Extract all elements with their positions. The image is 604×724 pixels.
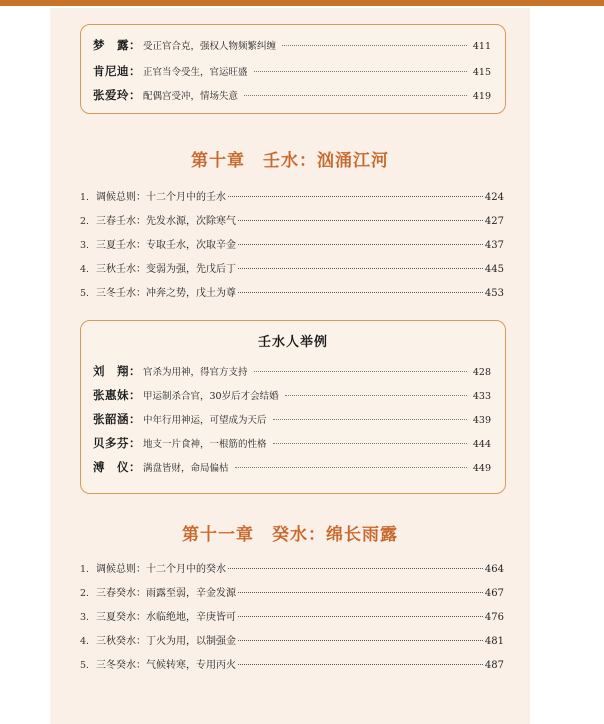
list-item: [93, 37, 491, 55]
page-number: 464: [484, 564, 504, 575]
dot-leader: [273, 443, 467, 444]
toc-item-title: 三夏癸水：水临绝地，辛庚皆可: [96, 612, 236, 623]
box-title: 壬水人举例: [257, 335, 328, 350]
toc-item[interactable]: [80, 236, 504, 254]
chapter-10-title: 第十章 壬水：汹涌江河: [191, 151, 389, 171]
example-box-renshui: [80, 320, 506, 494]
page-number: 437: [484, 240, 504, 251]
dot-leader: [238, 592, 483, 593]
page-number: 449: [472, 463, 491, 474]
toc-item-number: 3.: [80, 240, 90, 251]
person-name: 刘 翔：: [93, 364, 141, 378]
person-name: 张爱玲：: [93, 88, 141, 102]
toc-item-title: 三春癸水：雨露至弱，辛金发源: [96, 588, 236, 599]
person-name: 张惠妹：: [93, 388, 141, 402]
toc-item-title: 三冬壬水：冲奔之势，戊土为尊: [96, 288, 236, 299]
toc-item-title: 调候总则：十二个月中的壬水: [96, 192, 226, 203]
toc-item-number: 1.: [80, 564, 90, 575]
list-item: [93, 363, 491, 381]
page-number: 444: [472, 439, 491, 450]
dot-leader: [273, 419, 467, 420]
dot-leader: [238, 244, 483, 245]
page-number: 476: [484, 612, 504, 623]
toc-item[interactable]: [80, 632, 504, 650]
toc-item[interactable]: [80, 188, 504, 206]
toc-item[interactable]: [80, 656, 504, 674]
toc-item-number: 1.: [80, 192, 90, 203]
book-page: [50, 8, 530, 724]
toc-item-number: 3.: [80, 612, 90, 623]
toc-item-title: 三春壬水：先发水源，次除寒气: [96, 216, 236, 227]
page-number: 487: [484, 660, 504, 671]
entry-description: 甲运制杀合官，30岁后才会结婚: [143, 391, 279, 402]
page-number: 445: [484, 264, 504, 275]
page-number: 467: [484, 588, 504, 599]
toc-item-number: 2.: [80, 216, 90, 227]
dot-leader: [285, 395, 467, 396]
dot-leader: [238, 268, 483, 269]
toc-item[interactable]: [80, 284, 504, 302]
list-item: [93, 459, 491, 477]
dot-leader: [228, 196, 483, 197]
dot-leader: [228, 568, 483, 569]
page-number: 439: [472, 415, 491, 426]
dot-leader: [238, 664, 483, 665]
toc-item[interactable]: [80, 260, 504, 278]
page-number: 427: [484, 216, 504, 227]
entry-description: 官杀为用神，得官方支持: [143, 367, 248, 378]
dot-leader: [235, 467, 467, 468]
page-number: 415: [472, 67, 491, 78]
toc-item-title: 三秋壬水：变弱为强，先戊后丁: [96, 264, 236, 275]
dot-leader: [238, 220, 483, 221]
toc-item[interactable]: [80, 212, 504, 230]
page-number: 424: [484, 192, 504, 203]
list-item: [93, 63, 491, 81]
person-name: 张韶涵：: [93, 412, 141, 426]
dot-leader: [254, 371, 467, 372]
person-name: 溥 仪：: [93, 460, 141, 474]
list-item: [93, 435, 491, 453]
dot-leader: [254, 71, 467, 72]
page-number: 419: [472, 91, 491, 102]
entry-description: 满盘皆财，命局偏枯: [143, 463, 229, 474]
entry-description: 中年行用神运，可望成为天后: [143, 415, 267, 426]
dot-leader: [238, 640, 483, 641]
toc-item-number: 5.: [80, 660, 90, 671]
person-name: 梦 露：: [93, 38, 141, 52]
toc-item-title: 三冬癸水：气候转寒，专用丙火: [96, 660, 236, 671]
person-name: 贝多芬：: [93, 436, 141, 450]
toc-item[interactable]: [80, 584, 504, 602]
dot-leader: [282, 45, 467, 46]
top-accent-bar: [0, 0, 604, 6]
toc-item[interactable]: [80, 608, 504, 626]
toc-item-number: 2.: [80, 588, 90, 599]
page-number: 433: [472, 391, 491, 402]
page-number: 411: [472, 41, 491, 52]
toc-item-title: 调候总则：十二个月中的癸水: [96, 564, 226, 575]
dot-leader: [244, 95, 467, 96]
entry-description: 地支一片食神，一根筋的性格: [143, 439, 267, 450]
page-number: 428: [472, 367, 491, 378]
example-box-top: [80, 24, 506, 114]
toc-item-number: 4.: [80, 264, 90, 275]
entry-description: 配偶宫受冲，情场失意: [143, 91, 239, 102]
list-item: [93, 411, 491, 429]
chapter-11-title: 第十一章 癸水：绵长雨露: [182, 525, 398, 545]
person-name: 肯尼迪：: [93, 64, 141, 78]
toc-item-number: 4.: [80, 636, 90, 647]
toc-item-title: 三夏壬水：专取壬水，次取辛金: [96, 240, 236, 251]
list-item: [93, 87, 491, 105]
entry-description: 受正官合克，强权人物频繁纠缠: [143, 41, 277, 52]
toc-item-title: 三秋癸水：丁火为用，以制强金: [96, 636, 236, 647]
page-number: 481: [484, 636, 504, 647]
entry-description: 正官当令受生，官运旺盛: [143, 67, 248, 78]
dot-leader: [238, 616, 483, 617]
toc-item[interactable]: [80, 560, 504, 578]
page-number: 453: [484, 288, 504, 299]
toc-item-number: 5.: [80, 288, 90, 299]
list-item: [93, 387, 491, 405]
dot-leader: [238, 292, 483, 293]
